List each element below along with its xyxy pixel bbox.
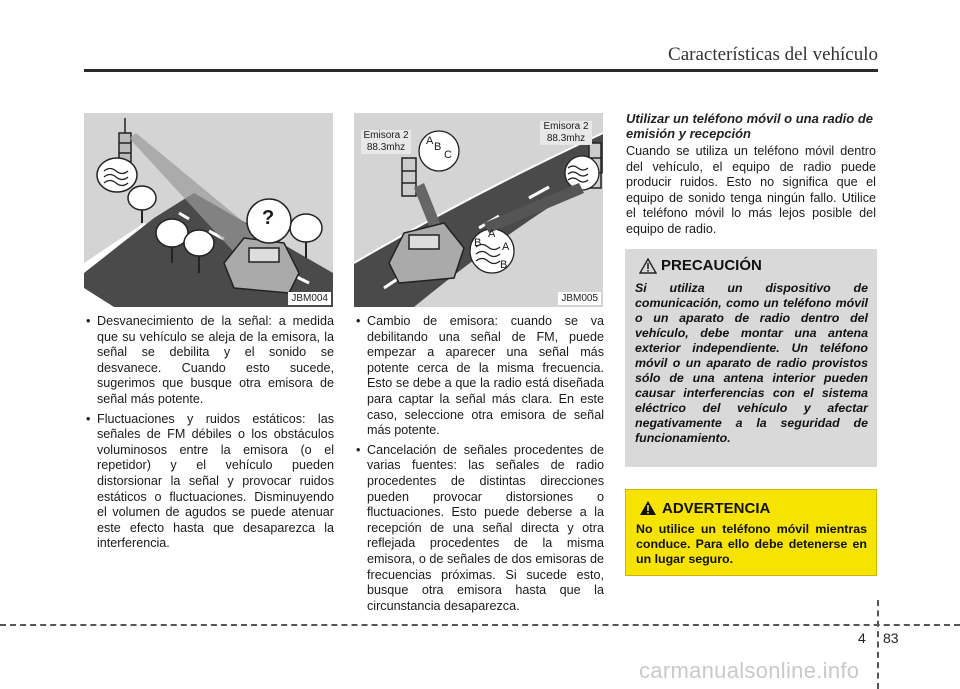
footer-rule <box>0 624 960 626</box>
bubble-letter-c: C <box>444 149 452 161</box>
cluster-letter-4: B <box>500 259 508 271</box>
bullet-static-noise: • Fluctuaciones y ruidos estáticos: las señales de FM débiles o los obstáculos voluminosos entre la emisora (o el repetidor) y el vehículo pueden distorsionar la señal y provocar ruidos estáticos o fluctuaciones. Disminuyendo el volumen de agudos se puede atenuar este efecto hasta que desaparezca la interferencia. <box>85 412 334 552</box>
warning-box <box>625 489 877 576</box>
cluster-letter-1: A <box>488 228 496 240</box>
chapter-number: 4 <box>858 630 866 646</box>
cluster-letter-2: B <box>474 237 482 249</box>
warning-text: No utilice un teléfono móvil mientras conduce. Para ello debe detenerse en un lugar seguro. <box>636 522 867 566</box>
bullet-multipath: • Cancelación de señales procedentes de varias fuentes: las señales de radio procedentes de distintas direcciones pueden provocar distorsiones o fluctuaciones. Esto puede deberse a la recepción de una señal directa y otra reflejada procedentes de la misma emisora, o de señales de dos emisoras de frecuencias próximas. Si sucede esto, busque otra emisora hasta que la circunstancia desaparezca. <box>355 443 604 615</box>
bubble-letter-b: B <box>434 141 442 153</box>
station-right-name: Emisora 2 <box>543 121 589 132</box>
caution-title: PRECAUCIÓN <box>661 257 762 274</box>
figure-code-left: JBM004 <box>288 292 331 305</box>
page-number: 83 <box>883 630 899 646</box>
header-title: Características del vehículo <box>668 44 878 65</box>
cluster-letter-3: A <box>502 241 510 253</box>
bullet-signal-fade: • Desvanecimiento de la señal: a medida que su vehículo se aleja de la emisora, la señal se debilita y el sonido se desvanece. Cuando esto sucede, sugerimos que busque otra emisora de señal más potente. <box>85 314 334 408</box>
question-mark: ? <box>262 207 275 229</box>
footer-divider <box>877 600 879 689</box>
figure-code-right: JBM005 <box>558 292 601 305</box>
station-right-freq: 88.3mhz <box>546 133 586 144</box>
warning-title: ADVERTENCIA <box>662 500 771 517</box>
section-body: Cuando se utiliza un teléfono móvil dentro del vehículo, el equipo de radio puede producir ruidos. Esto no significa que el equipo de sonido tenga ningún fallo. Utilice el teléfono móvil lo más lejos posible del equipo de radio. <box>626 144 876 236</box>
station-right-label <box>540 121 592 145</box>
warning-triangle-icon <box>639 500 657 516</box>
caution-text: Si utiliza un dispositivo de comunicación, como un teléfono móvil o un aparato de radio dentro del vehículo, debe montar una antena exterior independiente. Un teléfono móvil o un aparato de radio provistos sólo de una antena interior pueden causar interferencias con el sistema eléctrico del vehículo y afectar negativamente a la seguridad de funcionamiento. <box>635 281 868 445</box>
header-rule <box>84 69 878 72</box>
middle-bullet-list <box>355 314 604 618</box>
bullet-station-change: • Cambio de emisora: cuando se va debilitando una señal de FM, puede empezar a aparecer una señal más potente cerca de la misma frecuencia. Esto se debe a que la radio está diseñada para captar la señal más clara. En este caso, seleccione otra emisora de señal más potente. <box>355 314 604 439</box>
caution-box <box>625 249 877 467</box>
station-left-label <box>361 130 411 154</box>
watermark: carmanualsonline.info <box>639 658 860 683</box>
station-left-freq: 88.3mhz <box>366 142 406 153</box>
figure-station-switch <box>354 113 603 307</box>
bubble-letter-a: A <box>426 135 434 147</box>
figure-signal-fade <box>84 113 333 307</box>
caution-triangle-icon <box>639 258 657 274</box>
left-bullet-list <box>85 314 334 556</box>
section-subhead: Utilizar un teléfono móvil o una radio de emisión y recepción <box>626 111 874 141</box>
station-left-name: Emisora 2 <box>363 130 409 141</box>
